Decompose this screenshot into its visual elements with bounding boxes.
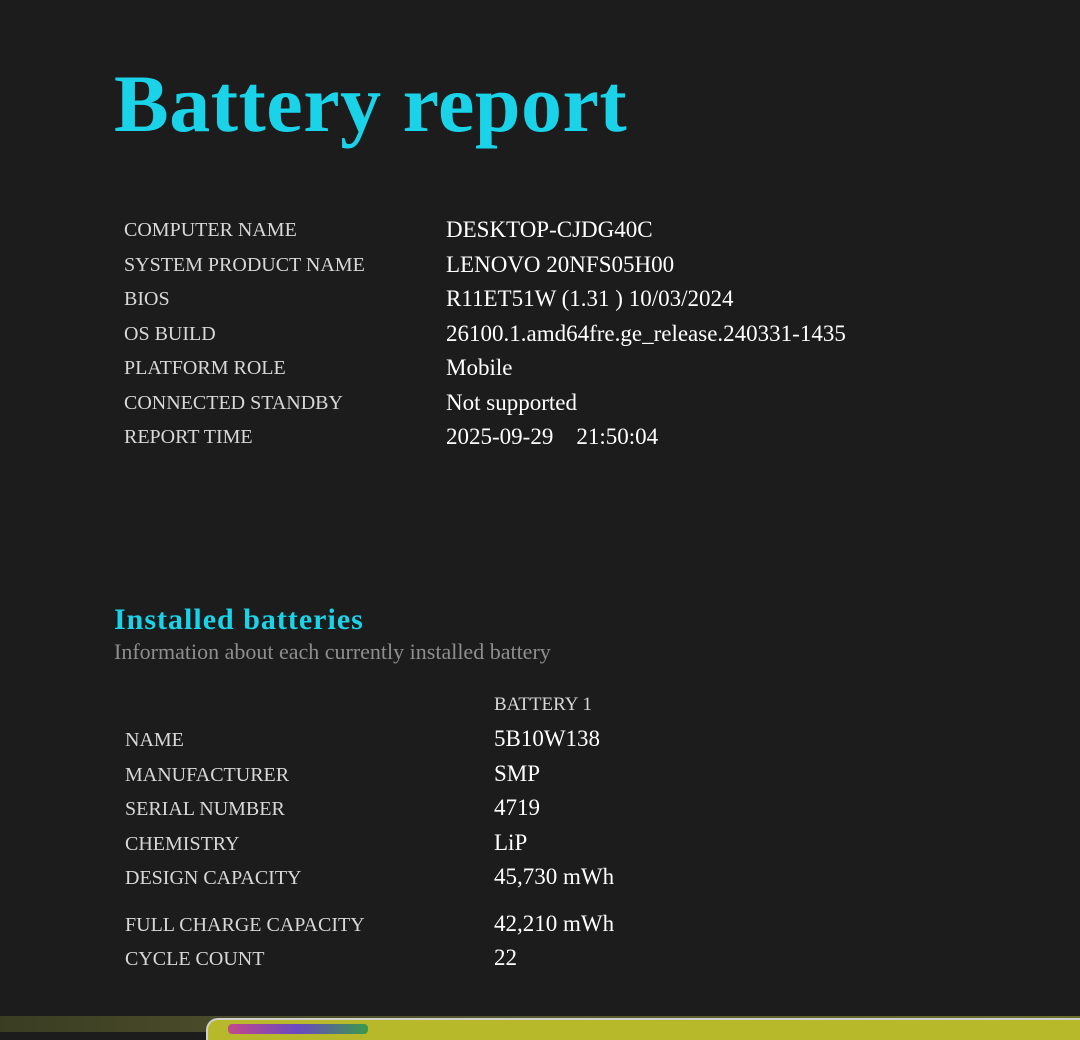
- battery-name-label: NAME: [125, 729, 184, 751]
- installed-batteries-heading: Installed batteries: [114, 603, 364, 636]
- system-product-name-value: LENOVO 20NFS05H00: [446, 252, 675, 277]
- computer-name-label: COMPUTER NAME: [124, 219, 297, 241]
- manufacturer-label: MANUFACTURER: [125, 764, 290, 786]
- report-time-value: 2025-09-29 21:50:04: [446, 424, 659, 449]
- platform-role-label: PLATFORM ROLE: [124, 357, 286, 379]
- connected-standby-label: CONNECTED STANDBY: [124, 392, 343, 414]
- platform-role-value: Mobile: [446, 355, 513, 380]
- chemistry-value: LiP: [494, 830, 528, 855]
- report-time-label: REPORT TIME: [124, 426, 253, 448]
- battery-1-column-header: BATTERY 1: [494, 694, 592, 715]
- manufacturer-value: SMP: [494, 761, 541, 786]
- full-charge-capacity-label: FULL CHARGE CAPACITY: [125, 914, 365, 936]
- installed-batteries-subtitle: Information about each currently installed battery: [114, 639, 551, 664]
- bios-value: R11ET51W (1.31 ) 10/03/2024: [446, 286, 734, 311]
- os-build-value: 26100.1.amd64fre.ge_release.240331-1435: [446, 321, 846, 346]
- serial-number-value: 4719: [494, 795, 540, 820]
- background-window-content: [228, 1024, 368, 1034]
- os-build-label: OS BUILD: [124, 323, 216, 345]
- serial-number-label: SERIAL NUMBER: [125, 798, 285, 820]
- design-capacity-value: 45,730 mWh: [494, 864, 615, 889]
- cycle-count-label: CYCLE COUNT: [125, 948, 265, 970]
- full-charge-capacity-value: 42,210 mWh: [494, 911, 615, 936]
- bios-label: BIOS: [124, 288, 170, 310]
- connected-standby-value: Not supported: [446, 390, 577, 415]
- computer-name-value: DESKTOP-CJDG40C: [446, 217, 653, 242]
- design-capacity-label: DESIGN CAPACITY: [125, 867, 302, 889]
- page-title: Battery report: [114, 58, 628, 149]
- cycle-count-value: 22: [494, 945, 517, 970]
- battery-name-value: 5B10W138: [494, 726, 601, 751]
- chemistry-label: CHEMISTRY: [125, 833, 240, 855]
- system-product-name-label: SYSTEM PRODUCT NAME: [124, 254, 365, 276]
